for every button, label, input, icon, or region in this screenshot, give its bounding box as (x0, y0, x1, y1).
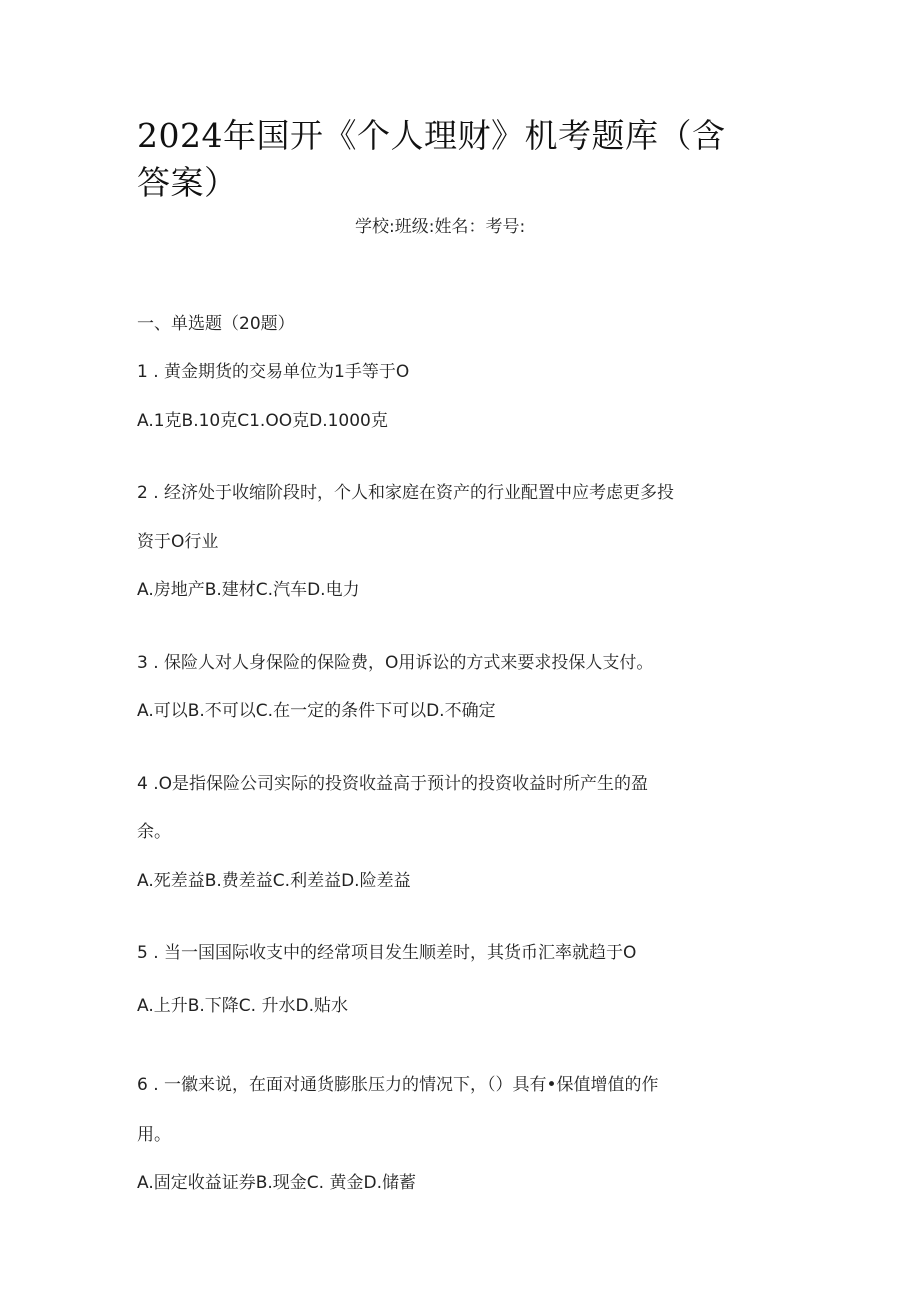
question-5-stem: 5 . 当一国国际收支中的经常项目发生顺差时，其货币汇率就趋于O (137, 943, 637, 963)
question-2-stem-line-2: 资于O行业 (137, 532, 219, 552)
section-header: 一、单选题（20题） (137, 314, 295, 334)
document-title: 2024年国开《个人理财》机考题库（含答案） (137, 116, 726, 202)
question-5-options: A.上升B.下降C. 升水D.贴水 (137, 996, 348, 1016)
question-1-stem: 1 . 黄金期货的交易单位为1手等于O (137, 362, 410, 382)
question-3-options: A.可以B.不可以C.在一定的条件下可以D.不确定 (137, 701, 496, 721)
question-6-stem-line-1: 6 . 一徽来说，在面对通货膨胀压力的情况下，（）具有•保值增值的作 (137, 1075, 659, 1095)
question-4-stem-line-1: 4 .O是指保险公司实际的投资收益高于预计的投资收益时所产生的盈 (137, 774, 649, 794)
question-4-options: A.死差益B.费差益C.利差益D.险差益 (137, 871, 411, 891)
question-2-options: A.房地产B.建材C.汽车D.电力 (137, 580, 360, 600)
student-info-line: 学校:班级:姓名：考号: (355, 217, 526, 237)
question-4-stem-line-2: 余。 (137, 822, 171, 842)
question-1-options: A.1克B.10克C1.OO克D.1000克 (137, 411, 388, 431)
question-2-stem-line-1: 2 . 经济处于收缩阶段时，个人和家庭在资产的行业配置中应考虑更多投 (137, 483, 675, 503)
question-6-options: A.固定收益证券B.现金C. 黄金D.储蓄 (137, 1173, 416, 1193)
question-6-stem-line-2: 用。 (137, 1125, 171, 1145)
question-3-stem: 3 . 保险人对人身保险的保险费，O用诉讼的方式来要求投保人支付。 (137, 653, 654, 673)
